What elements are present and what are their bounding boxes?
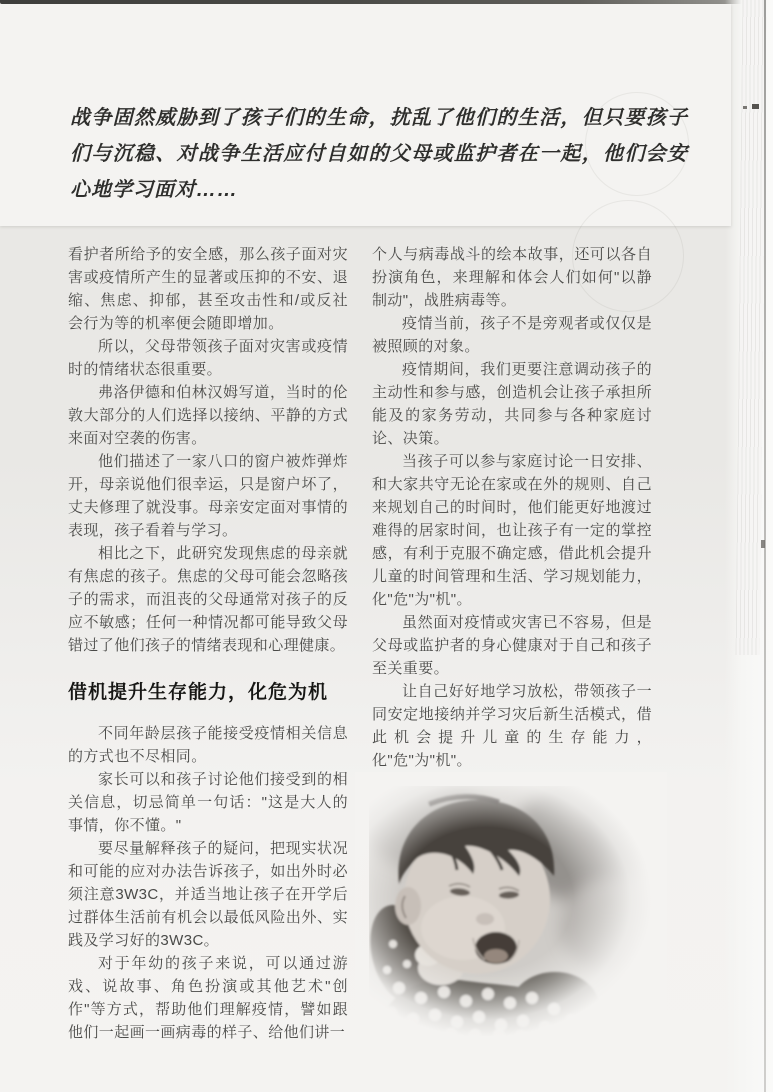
paragraph: 弗洛伊德和伯林汉姆写道，当时的伦敦大部分的人们选择以接纳、平静的方式来面对空袭的伤害。: [68, 384, 348, 447]
paragraph: 个人与病毒战斗的绘本故事，还可以各自扮演角色，来理解和体会人们如何"以静制动"，战胜病毒等。: [372, 246, 652, 309]
book-page-edge: [725, 0, 773, 1092]
page-edge-striations: [736, 0, 767, 655]
paragraph: 看护者所给予的安全感，那么孩子面对灾害或疫情所产生的显著或压抑的不安、退缩、焦虑、抑郁，甚至攻击性和/或反社会行为等的机率便会随即增加。: [68, 246, 348, 332]
scan-artifact: [752, 104, 759, 109]
baby-photo: [369, 786, 653, 1036]
paragraph: 不同年龄层孩子能接受疫情相关信息的方式也不尽相同。: [68, 725, 348, 765]
paragraph: 相比之下，此研究发现焦虑的母亲就有焦虑的孩子。焦虑的父母可能会忽略孩子的需求，而沮丧的父母通常对孩子的反应不敏感；任何一种情况都可能导致父母错过了他们孩子的情绪表现和心理健康。: [68, 545, 348, 654]
quote-box: [0, 4, 731, 226]
section-heading: 借机提升生存能力，化危为机: [68, 682, 329, 703]
intro-quote: 战争固然威胁到了孩子们的生命，扰乱了他们的生活，但只要孩子们与沉稳、对战争生活应付自如的父母或监护者在一起，他们会安心地学习面对……: [70, 107, 688, 201]
paragraph: 疫情当前，孩子不是旁观者或仅仅是被照顾的对象。: [372, 315, 652, 355]
paragraph: 对于年幼的孩子来说，可以通过游戏、说故事、角色扮演或其他艺术"创作"等方式，帮助他们理解疫情，譬如跟他们一起画一画病毒的样子、给他们讲一: [68, 955, 348, 1041]
baby-photo-illustration: [369, 786, 653, 1036]
scan-artifact: [743, 106, 747, 109]
paragraph: 当孩子可以参与家庭讨论一日安排、和大家共守无论在家或在外的规则、自己来规划自己的时间时，他们能更好地渡过难得的居家时间，也让孩子有一定的掌控感，有利于克服不确定感，借此机会提升儿童的时间管理和生活、学习规划能力，化"危"为"机"。: [372, 453, 652, 608]
scan-artifact: [761, 540, 765, 548]
paragraph: 所以，父母带领孩子面对灾害或疫情时的情绪状态很重要。: [68, 338, 348, 378]
paragraph: 让自己好好地学习放松，带领孩子一同安定地接纳并学习灾后新生活模式，借此机会提升儿童的生存能力，化"危"为"机"。: [372, 683, 652, 769]
paragraph: 虽然面对疫情或灾害已不容易，但是父母或监护者的身心健康对于自己和孩子至关重要。: [372, 614, 652, 677]
paragraph: 他们描述了一家八口的窗户被炸弹炸开，母亲说他们很幸运，只是窗户坏了，丈夫修理了就没事。母亲安定面对事情的表现，孩子看着与学习。: [68, 453, 348, 539]
paragraph: 家长可以和孩子讨论他们接受到的相关信息，切忌简单一句话："这是大人的事情，你不懂。": [68, 771, 348, 834]
two-column-body: [68, 243, 652, 1044]
paragraph: 疫情期间，我们更要注意调动孩子的主动性和参与感，创造机会让孩子承担所能及的家务劳动，共同参与各种家庭讨论、决策。: [372, 361, 652, 447]
left-column: [68, 243, 348, 1044]
right-column: [372, 243, 652, 1044]
paragraph: 要尽量解释孩子的疑问，把现实状况和可能的应对办法告诉孩子，如出外时必须注意3W3C，并适当地让孩子在开学后过群体生活前有机会以最低风险出外、实践及学习好的3W3C。: [68, 840, 348, 949]
